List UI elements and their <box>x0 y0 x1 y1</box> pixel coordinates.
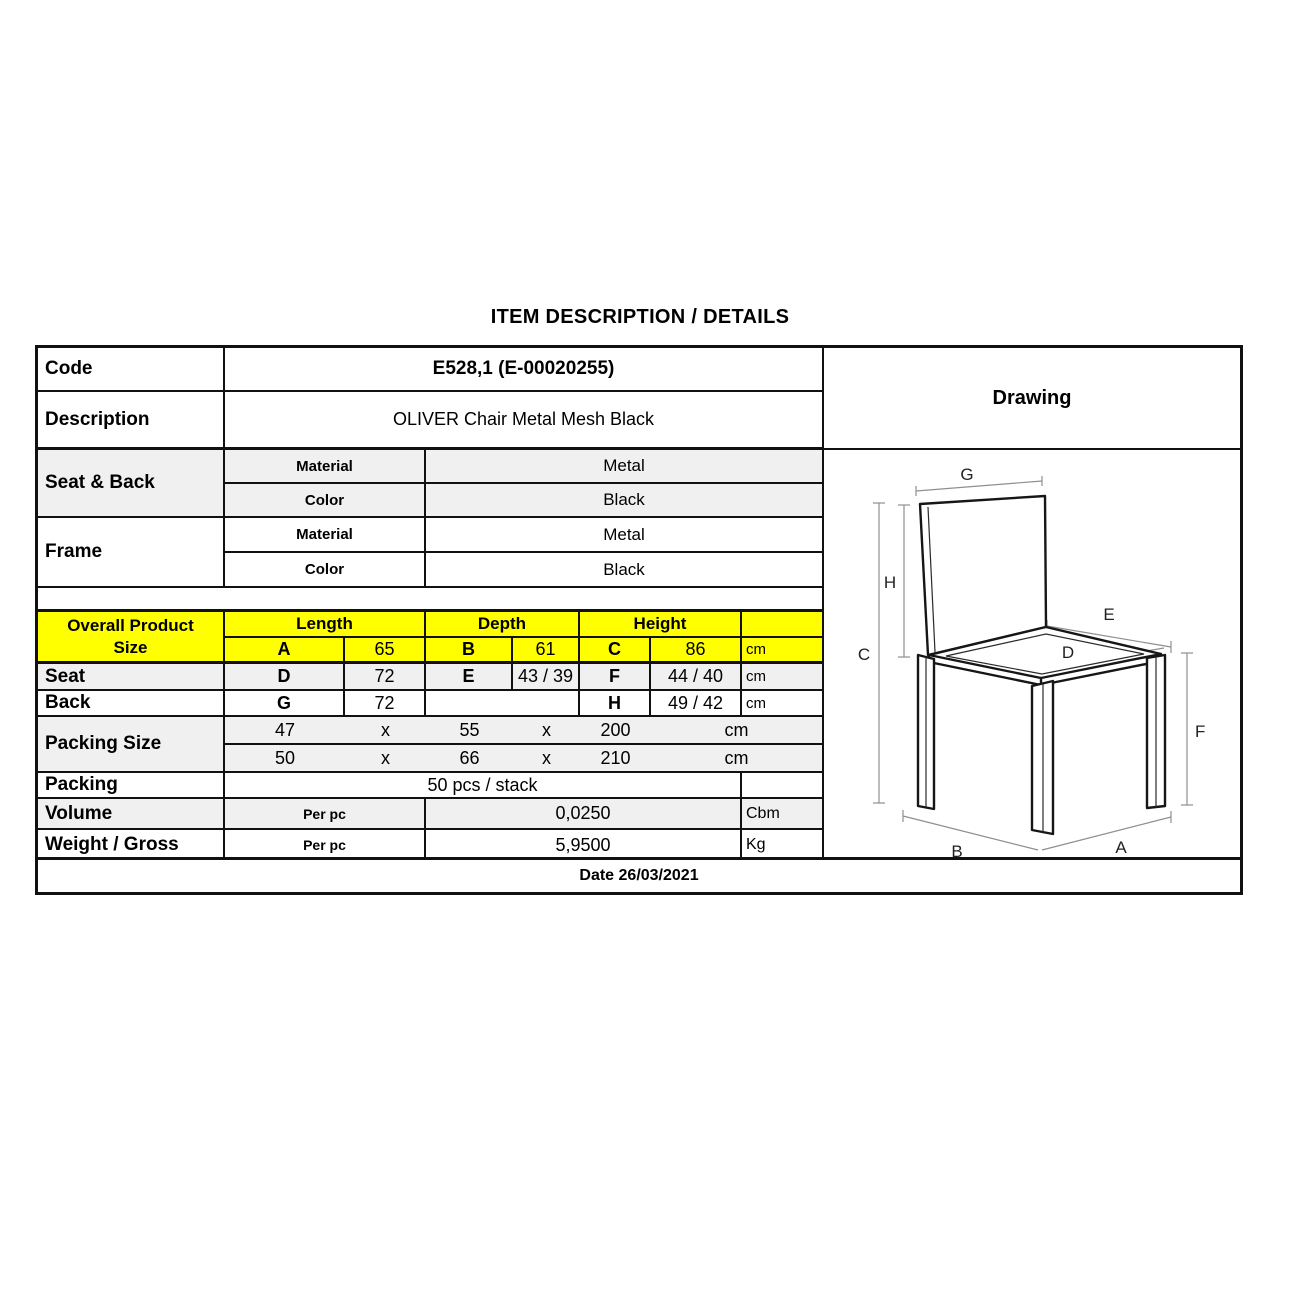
x-separator: x <box>542 747 551 768</box>
back-unit: cm <box>746 694 766 712</box>
seat-back-material-row <box>225 450 822 484</box>
seat-unit: cm <box>746 668 766 685</box>
overall-size-label <box>38 612 225 661</box>
seat-label: Seat <box>38 664 225 689</box>
code-label: Code <box>38 348 225 390</box>
spacer-cell <box>38 588 822 609</box>
weight-label: Weight / Gross <box>38 830 225 860</box>
packing-size-1-height: 200 <box>600 719 631 740</box>
overall-b-value: 61 <box>513 638 580 662</box>
overall-unit: cm <box>746 640 766 658</box>
overall-size-label-line2: Size <box>113 637 148 657</box>
row-overall-size <box>38 612 822 664</box>
header-unit-empty <box>742 612 822 636</box>
packing-size-label: Packing Size <box>38 717 225 771</box>
volume-label: Volume <box>38 799 225 828</box>
row-spacer <box>38 588 822 612</box>
seat-f-value: 44 / 40 <box>651 664 742 689</box>
x-separator: x <box>381 747 390 768</box>
row-volume <box>38 799 822 830</box>
dim-label-h: H <box>883 573 897 592</box>
weight-per-pc: Per pc <box>225 830 426 860</box>
frame-material-value: Metal <box>603 524 645 544</box>
seat-back-label: Seat & Back <box>38 450 225 516</box>
back-h-key: H <box>580 691 651 715</box>
description-label: Description <box>38 392 225 447</box>
row-code <box>38 348 822 392</box>
seat-back-color-key: Color <box>225 484 426 516</box>
dim-label-c: C <box>857 645 871 664</box>
dim-label-b: B <box>951 842 963 861</box>
drawing-panel <box>824 348 1240 861</box>
overall-size-label-line1: Overall Product <box>67 616 194 636</box>
frame-material-key: Material <box>225 518 426 551</box>
packing-size-2-height: 210 <box>600 747 631 768</box>
dim-label-a: A <box>1115 838 1127 857</box>
packing-size-2-length: 50 <box>274 747 296 768</box>
row-seat <box>38 664 822 691</box>
description-value: OLIVER Chair Metal Mesh Black <box>392 409 655 429</box>
back-g-key: G <box>225 691 345 715</box>
row-description <box>38 392 822 450</box>
frame-subrows <box>225 518 822 586</box>
overall-a-value: 65 <box>345 638 426 662</box>
row-packing-size <box>38 717 822 773</box>
code-value: E528,1 (E-00020255) <box>432 358 615 379</box>
spec-table <box>35 345 1243 895</box>
dim-label-d: D <box>1061 643 1075 662</box>
dim-label-f: F <box>1195 722 1206 741</box>
overall-size-value-row <box>225 638 822 662</box>
seat-back-subrows <box>225 450 822 516</box>
chair-outline <box>918 496 1165 834</box>
row-frame <box>38 518 822 588</box>
row-packing <box>38 773 822 799</box>
back-label: Back <box>38 691 225 715</box>
page-title: ITEM DESCRIPTION / DETAILS <box>490 306 790 328</box>
volume-value: 0,0250 <box>426 799 742 828</box>
packing-value: 50 pcs / stack <box>225 773 742 797</box>
packing-size-1-unit: cm <box>724 719 749 740</box>
volume-unit: Cbm <box>746 804 780 822</box>
frame-label: Frame <box>38 518 225 586</box>
overall-c-key: C <box>580 638 651 662</box>
row-weight <box>38 830 822 860</box>
weight-unit: Kg <box>746 836 766 853</box>
packing-size-2-depth: 66 <box>459 747 480 768</box>
chair-drawing-svg <box>824 450 1244 863</box>
date-value: Date 26/03/2021 <box>579 867 699 884</box>
overall-size-header-row <box>225 612 822 638</box>
frame-color-value: Black <box>603 559 645 579</box>
packing-size-row-2 <box>225 745 822 771</box>
seat-d-value: 72 <box>345 664 426 689</box>
packing-size-1-depth: 55 <box>459 719 480 740</box>
packing-size-1-length: 47 <box>274 719 296 740</box>
overall-size-subrows <box>225 612 822 661</box>
seat-back-material-key: Material <box>225 450 426 482</box>
spec-table-body <box>38 348 1240 861</box>
seat-e-value: 43 / 39 <box>513 664 580 689</box>
packing-unit-empty <box>742 773 822 797</box>
header-depth: Depth <box>426 612 580 636</box>
weight-value: 5,9500 <box>426 830 742 860</box>
header-height: Height <box>580 612 742 636</box>
drawing-title: Drawing <box>824 348 1240 450</box>
seat-f-key: F <box>580 664 651 689</box>
x-separator: x <box>381 719 390 740</box>
back-g-value: 72 <box>345 691 426 715</box>
frame-color-key: Color <box>225 553 426 586</box>
row-back <box>38 691 822 717</box>
seat-back-color-row <box>225 484 822 516</box>
packing-label: Packing <box>38 773 225 797</box>
packing-size-subrows <box>225 717 822 771</box>
seat-d-key: D <box>225 664 345 689</box>
back-depth-empty <box>426 691 580 715</box>
dim-label-e: E <box>1103 605 1115 624</box>
row-seat-back <box>38 450 822 518</box>
dim-label-g: G <box>960 465 974 484</box>
volume-per-pc: Per pc <box>225 799 426 828</box>
back-h-value: 49 / 42 <box>651 691 742 715</box>
x-separator: x <box>542 719 551 740</box>
packing-size-row-1 <box>225 717 822 745</box>
header-length: Length <box>225 612 426 636</box>
frame-color-row <box>225 553 822 586</box>
chair-drawing <box>824 450 1240 861</box>
overall-b-key: B <box>426 638 513 662</box>
packing-size-2-unit: cm <box>724 747 749 768</box>
spec-table-left <box>38 348 824 857</box>
overall-a-key: A <box>225 638 345 662</box>
seat-back-color-value: Black <box>603 490 645 509</box>
frame-material-row <box>225 518 822 553</box>
seat-back-material-value: Metal <box>603 456 645 475</box>
overall-c-value: 86 <box>651 638 742 662</box>
seat-e-key: E <box>426 664 513 689</box>
